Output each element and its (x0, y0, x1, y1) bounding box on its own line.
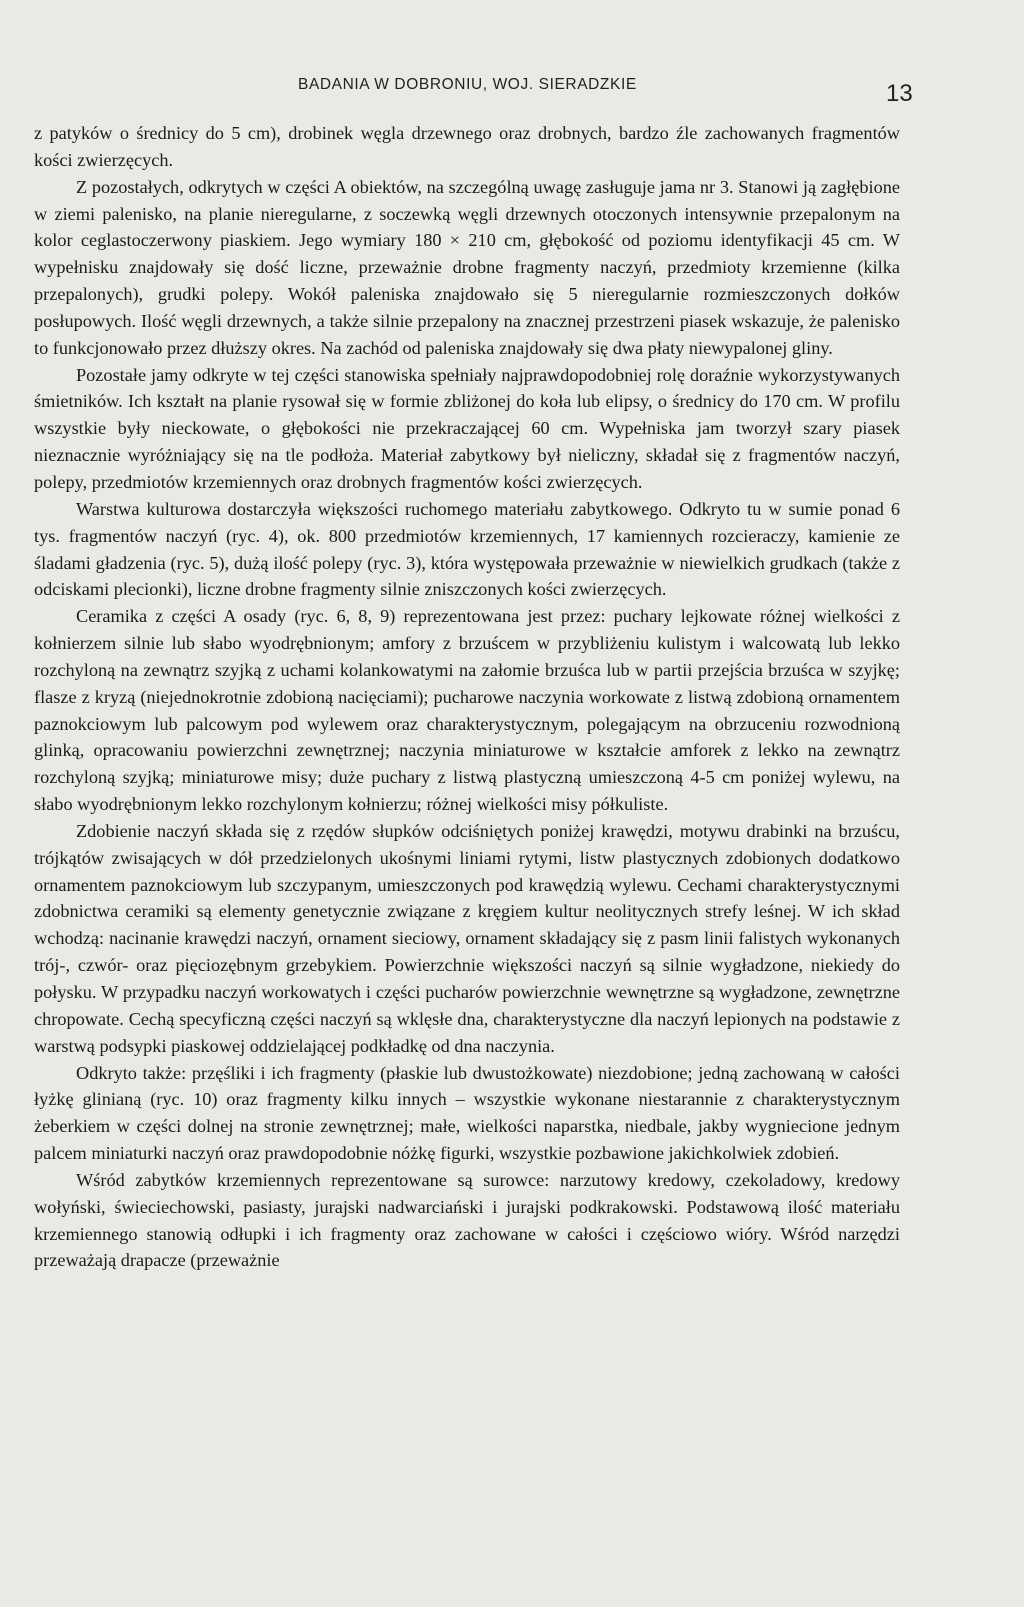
paragraph-4: Warstwa kulturowa dostarczyła większości ruchomego materiału zabytkowego. Odkryto tu w sumie ponad 6 tys. fragmentów naczyń (ryc. 4), ok. 800 przedmiotów krzemiennych, 17 kamiennych rozcieraczy, kamienie ze śladami gładzenia (ryc. 5), dużą ilość polepy (ryc. 3), która występowała przeważnie w niewielkich grudkach (także z odciskami plecionki), liczne drobne fragmenty silnie zniszczonych kości zwierzęcych. (34, 498, 900, 600)
paragraph-1: z patyków o średnicy do 5 cm), drobinek węgla drzewnego oraz drobnych, bardzo źle zachowanych fragmentów kości zwierzęcych. (34, 123, 900, 170)
paragraph-8: Wśród zabytków krzemiennych reprezentowane są surowce: narzutowy kredowy, czekoladowy, kredowy wołyński, świeciechowski, pasiasty, jurajski nadwarciański i jurajski podkrakowski. Podstawową ilość materiału krzemiennego stanowią odłupki i ich fragmenty oraz zachowane w całości i częściowo wióry. Wśród narzędzi przeważają drapacze (przeważnie (34, 1169, 900, 1271)
paragraph-5: Ceramika z części A osady (ryc. 6, 8, 9) reprezentowana jest przez: puchary lejkowate różnej wielkości z kołnierzem silnie lub słabo wyodrębnionym; amfory z brzuścem w przybliżeniu kulistym i walcowatą lub lekko rozchyloną na zewnątrz szyjką z uchami kolankowatymi na załomie brzuśca lub w partii przejścia brzuśca w szyjkę; flasze z kryzą (niejednokrotnie zdobioną nacięciami); pucharowe naczynia workowate z listwą zdobioną ornamentem paznokciowym lub palcowym pod wylewem oraz charakterystycznym, polegającym na obrzuceniu rozwodnioną glinką, opracowaniu powierzchni zewnętrznej; naczynia miniaturowe w kształcie amforek z lekko na zewnątrz rozchyloną szyjką; miniaturowe misy; duże puchary z listwą plastyczną umieszczoną 4-5 cm poniżej wylewu, na słabo wyodrębnionym lekko rozchylonym kołnierzu; różnej wielkości misy półkuliste. (34, 606, 900, 815)
page-number: 13 (886, 80, 913, 107)
paragraph-2: Z pozostałych, odkrytych w części A obiektów, na szczególną uwagę zasługuje jama nr 3. Stanowi ją zagłębione w ziemi palenisko, na planie nieregularne, z soczewką węgli drzewnych otoczonych intensywnie przepalonym na kolor ceglastoczerwony piaskiem. Jego wymiary 180 × 210 cm, głębokość od poziomu identyfikacji 45 cm. W wypełnisku znajdowały się dość liczne, przeważnie drobne fragmenty naczyń, przedmioty krzemienne (kilka przepalonych), grudki polepy. Wokół paleniska znajdowało się 5 nieregularnie rozmieszczonych dołków posłupowych. Ilość węgli drzewnych, a także silnie przepalony na znacznej przestrzeni piasek wskazuje, że palenisko to funkcjonowało przez dłuższy okres. Na zachód od paleniska znajdowały się dwa płaty niewypalonej gliny. (34, 176, 900, 358)
paragraph-3: Pozostałe jamy odkryte w tej części stanowiska spełniały najprawdopodobniej rolę doraźnie wykorzystywanych śmietników. Ich kształt na planie rysował się w formie zbliżonej do koła lub elipsy, o średnicy do 170 cm. W profilu wszystkie były nieckowate, o głębokości nie przekraczającej 60 cm. Wypełniska jam tworzył szary piasek nieznacznie wyróżniający się na tle podłoża. Materiał zabytkowy był nieliczny, składał się z fragmentów naczyń, polepy, przedmiotów krzemiennych oraz drobnych fragmentów kości zwierzęcych. (34, 364, 900, 492)
body-text (34, 120, 900, 1274)
paragraph-7: Odkryto także: przęśliki i ich fragmenty (płaskie lub dwustożkowate) niezdobione; jedną zachowaną w całości łyżkę glinianą (ryc. 10) oraz fragmenty kilku innych – wszystkie wykonane niestarannie z charakterystycznym żeberkiem w części dolnej na stronie zewnętrznej; małe, wielkości naparstka, niedbale, jakby wygniecione jednym palcem miniaturki naczyń oraz prawdopodobnie nóżkę figurki, wszystkie pozbawione jakichkolwiek zdobień. (34, 1062, 900, 1164)
running-head: BADANIA W DOBRONIU, WOJ. SIERADZKIE (298, 76, 637, 93)
paragraph-6: Zdobienie naczyń składa się z rzędów słupków odciśniętych poniżej krawędzi, motywu drabinki na brzuścu, trójkątów zwisających w dół przedzielonych ukośnymi liniami rytymi, listw plastycznych zdobionych dodatkowo ornamentem paznokciowym lub szczypanym, umieszczonych pod krawędzią wylewu. Cechami charakterystycznymi zdobnictwa ceramiki są elementy genetycznie związane z kręgiem kultur neolitycznych strefy leśnej. W ich skład wchodzą: nacinanie krawędzi naczyń, ornament sieciowy, ornament składający się z pasm linii falistych wykonanych trój-, czwór- oraz pięciozębnym grzebykiem. Powierzchnie większości naczyń są silnie wygładzone, niekiedy do połysku. W przypadku naczyń workowatych i części pucharów powierzchnie wewnętrzne są wygładzone, zewnętrzne chropowate. Cechą specyficzną części naczyń są wklęsłe dna, charakterystyczne dla naczyń lepionych na podstawie z warstwą podsypki piaskowej oddzielającej podkładkę od dna naczynia. (34, 820, 900, 1056)
